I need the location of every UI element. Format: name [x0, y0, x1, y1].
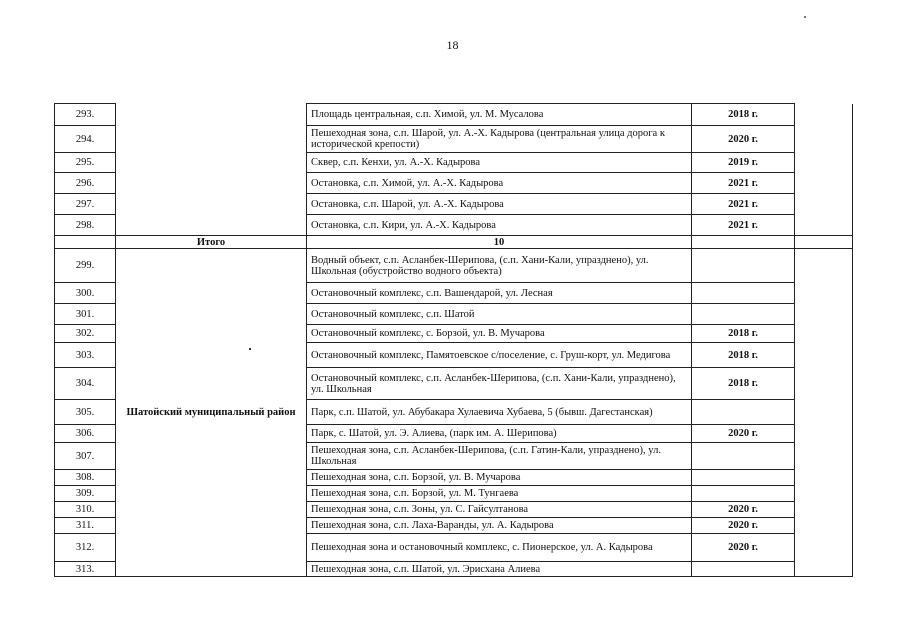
year-cell [692, 304, 795, 325]
object-name: Пешеходная зона, с.п. Лаха-Варанды, ул. А. Кадырова [307, 518, 692, 534]
object-name: Пешеходная зона, с.п. Борзой, ул. М. Тунгаева [307, 486, 692, 502]
year-cell: 2020 г. [692, 502, 795, 518]
object-name: Остановка, с.п. Химой, ул. А.-Х. Кадырова [307, 173, 692, 194]
row-number: 300. [55, 283, 116, 304]
row-number: 308. [55, 470, 116, 486]
year-cell: 2020 г. [692, 425, 795, 443]
table-row [55, 104, 853, 126]
district-name: Шатойский муниципальный район [116, 249, 307, 577]
year-cell: 2021 г. [692, 194, 795, 215]
object-name: Пешеходная зона, с.п. Шатой, ул. Эрисхана Алиева [307, 562, 692, 577]
object-name: Водный объект, с.п. Асланбек-Шерипова, (с.п. Хани-Кали, упразднено), ул. Школьная (обустройство водного объекта) [307, 249, 692, 283]
row-number: 295. [55, 153, 116, 173]
object-name: Остановка, с.п. Кири, ул. А.-Х. Кадырова [307, 215, 692, 236]
row-number: 303. [55, 343, 116, 368]
object-name: Площадь центральная, с.п. Химой, ул. М. Мусалова [307, 104, 692, 126]
page-number: 18 [446, 38, 459, 52]
total-row [55, 236, 853, 249]
year-cell [692, 443, 795, 470]
object-name: Пешеходная зона, с.п. Асланбек-Шерипова, (с.п. Гатин-Кали, упразднено), ул. Школьная [307, 443, 692, 470]
district-cell [116, 104, 307, 236]
row-number: 299. [55, 249, 116, 283]
year-cell: 2019 г. [692, 153, 795, 173]
row-number: 310. [55, 502, 116, 518]
row-number: 293. [55, 104, 116, 126]
year-cell [692, 562, 795, 577]
registry-table [54, 103, 853, 577]
year-cell [692, 283, 795, 304]
row-number: 313. [55, 562, 116, 577]
row-number: 304. [55, 368, 116, 400]
row-number: 297. [55, 194, 116, 215]
object-name: Остановочный комплекс, Памятоевское с/поселение, с. Груш-корт, ул. Медигова [307, 343, 692, 368]
row-number: 312. [55, 534, 116, 562]
empty-cell [692, 236, 795, 249]
year-cell: 2020 г. [692, 518, 795, 534]
row-number: 296. [55, 173, 116, 194]
table-row [55, 249, 853, 283]
object-name: Сквер, с.п. Кенхи, ул. А.-Х. Кадырова [307, 153, 692, 173]
object-name: Остановочный комплекс, с. Борзой, ул. В. Мучарова [307, 325, 692, 343]
row-number: 301. [55, 304, 116, 325]
row-number: 305. [55, 400, 116, 425]
year-cell: 2020 г. [692, 534, 795, 562]
object-name: Парк, с. Шатой, ул. Э. Алиева, (парк им. А. Шерипова) [307, 425, 692, 443]
row-number: 306. [55, 425, 116, 443]
object-name: Остановочный комплекс, с.п. Шатой [307, 304, 692, 325]
row-number: 311. [55, 518, 116, 534]
object-name: Пешеходная зона, с.п. Борзой, ул. В. Мучарова [307, 470, 692, 486]
total-value: 10 [307, 236, 692, 249]
row-number: 302. [55, 325, 116, 343]
year-cell: 2021 г. [692, 173, 795, 194]
year-cell: 2020 г. [692, 126, 795, 153]
empty-cell [795, 249, 853, 577]
object-name: Пешеходная зона, с.п. Шарой, ул. А.-Х. Кадырова (центральная улица дорога к исторической крепости) [307, 126, 692, 153]
object-name: Парк, с.п. Шатой, ул. Абубакара Хулаевича Хубаева, 5 (бывш. Дагестанская) [307, 400, 692, 425]
year-cell [692, 249, 795, 283]
year-cell: 2018 г. [692, 343, 795, 368]
row-number: 294. [55, 126, 116, 153]
year-cell [692, 486, 795, 502]
empty-cell [795, 236, 853, 249]
year-cell: 2018 г. [692, 104, 795, 126]
year-cell [692, 470, 795, 486]
empty-cell [55, 236, 116, 249]
total-label: Итого [116, 236, 307, 249]
year-cell: 2018 г. [692, 325, 795, 343]
object-name: Остановка, с.п. Шарой, ул. А.-Х. Кадырова [307, 194, 692, 215]
year-cell: 2018 г. [692, 368, 795, 400]
object-name: Остановочный комплекс, с.п. Вашендарой, ул. Лесная [307, 283, 692, 304]
object-name: Пешеходная зона, с.п. Зоны, ул. С. Гайсултанова [307, 502, 692, 518]
row-number: 307. [55, 443, 116, 470]
object-name: Пешеходная зона и остановочный комплекс, с. Пионерское, ул. А. Кадырова [307, 534, 692, 562]
empty-cell [795, 104, 853, 236]
object-name: Остановочный комплекс, с.п. Асланбек-Шерипова, (с.п. Хани-Кали, упразднено), ул. Школьная [307, 368, 692, 400]
row-number: 309. [55, 486, 116, 502]
year-cell [692, 400, 795, 425]
row-number: 298. [55, 215, 116, 236]
year-cell: 2021 г. [692, 215, 795, 236]
scan-speck [804, 16, 806, 18]
